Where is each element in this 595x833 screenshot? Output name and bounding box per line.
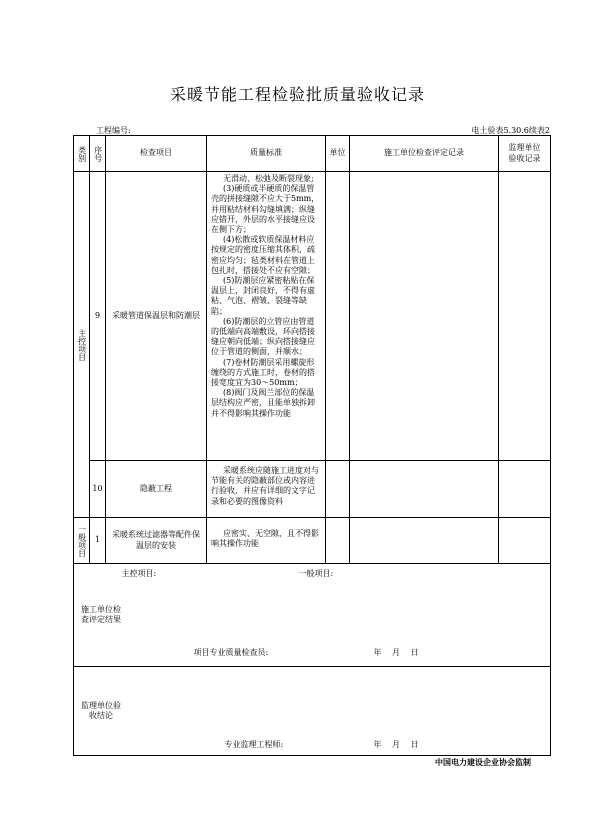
inspection-form-table	[73, 135, 551, 756]
table-row	[74, 461, 551, 518]
row-unit	[326, 461, 350, 518]
supervision-conclusion-label: 监理单位验收结论	[81, 701, 121, 720]
row-supervision-record[interactable]	[499, 518, 551, 564]
row-construction-record[interactable]	[350, 518, 499, 564]
header-seq: 序号	[90, 136, 106, 172]
header-construction-record: 施工单位检查评定记录	[350, 136, 499, 172]
footer-issuer: 中国电力建设企业协会监制	[435, 758, 531, 767]
engineer-label: 专业监理工程师:	[224, 740, 284, 749]
row-unit	[326, 518, 350, 564]
supervision-conclusion-row	[74, 667, 551, 756]
form-code: 电土验表5.30.6续表2	[471, 126, 550, 135]
header-unit: 单位	[326, 136, 350, 172]
row-seq: 9	[90, 172, 106, 461]
supervision-date: 年 月 日	[373, 740, 419, 749]
row-construction-record[interactable]	[350, 172, 499, 461]
header-supervision-record: 监理单位验收记录	[499, 136, 551, 172]
inspection-date: 年 月 日	[373, 648, 419, 657]
general-category-cell: 一般项目	[74, 518, 90, 564]
row-item: 采暖管道保温层和防潮层	[106, 172, 207, 461]
table-header-row	[74, 136, 551, 172]
construction-conclusion-content[interactable]	[121, 564, 551, 667]
row-supervision-record[interactable]	[499, 172, 551, 461]
page-title: 采暖节能工程检验批质量验收记录	[169, 85, 425, 104]
inspector-label: 项目专业质量检查员:	[193, 648, 269, 657]
row-standard: 采暖系统应随施工进度对与节能有关的隐蔽部位或内容进行验收，并应有详细的文字记录和必要的图像资料	[207, 461, 326, 518]
row-item: 隐蔽工程	[106, 461, 207, 518]
supervision-conclusion-content[interactable]	[207, 667, 551, 756]
project-number-label: 工程编号:	[96, 126, 131, 135]
header-item: 检查项目	[106, 136, 207, 172]
header-standard: 质量标准	[207, 136, 326, 172]
construction-conclusion-label: 施工单位检查评定结果	[81, 605, 121, 624]
row-seq: 1	[90, 518, 106, 564]
supervision-conclusion-label-cell	[74, 667, 207, 756]
row-standard: 无滑动、松弛及断裂现象; (3)硬质或半硬质的保温管壳的拼接缝隙不应大于5mm，并用粘结材料勾缝填满；纵缝应错开，外层的水平接缝应设在侧下方； (4)松散或软质保温材料应按规定的密度压缩其体积，疏密应均匀；毡类材料在管道上包扎时，搭接处不应有空隙； (5)防潮层应紧密粘贴在保温层上，封闭良好，不得有虚粘、气泡、褶皱、裂缝等缺陷； (6)防潮层的立管应由管道的低端向高端敷设，环向搭接缝应朝向低端；纵向搭接缝应位于管道的侧面，并顺水； (7)卷材防潮层采用螺旋形缠绕的方式施工时，卷材的搭接宽度宜为30～50mm； (8)阀门及阀兰部位的保温层结构应严密，且能单独拆卸并不得影响其操作功能	[207, 172, 326, 461]
main-category-cell: 主控项目	[74, 172, 90, 518]
construction-conclusion-row	[74, 564, 551, 667]
row-supervision-record[interactable]	[499, 461, 551, 518]
row-seq: 10	[90, 461, 106, 518]
table-row	[74, 518, 551, 564]
row-unit	[326, 172, 350, 461]
row-standard: 应密实、无空隙，且不得影响其操作功能	[207, 518, 326, 564]
row-item: 采暖系统过滤器等配件保温层的安装	[106, 518, 207, 564]
row-construction-record[interactable]	[350, 461, 499, 518]
main-items-label: 主控项目:	[121, 569, 157, 578]
header-category: 类别	[74, 136, 90, 172]
general-items-label: 一般项目:	[298, 569, 334, 578]
table-row	[74, 172, 551, 461]
